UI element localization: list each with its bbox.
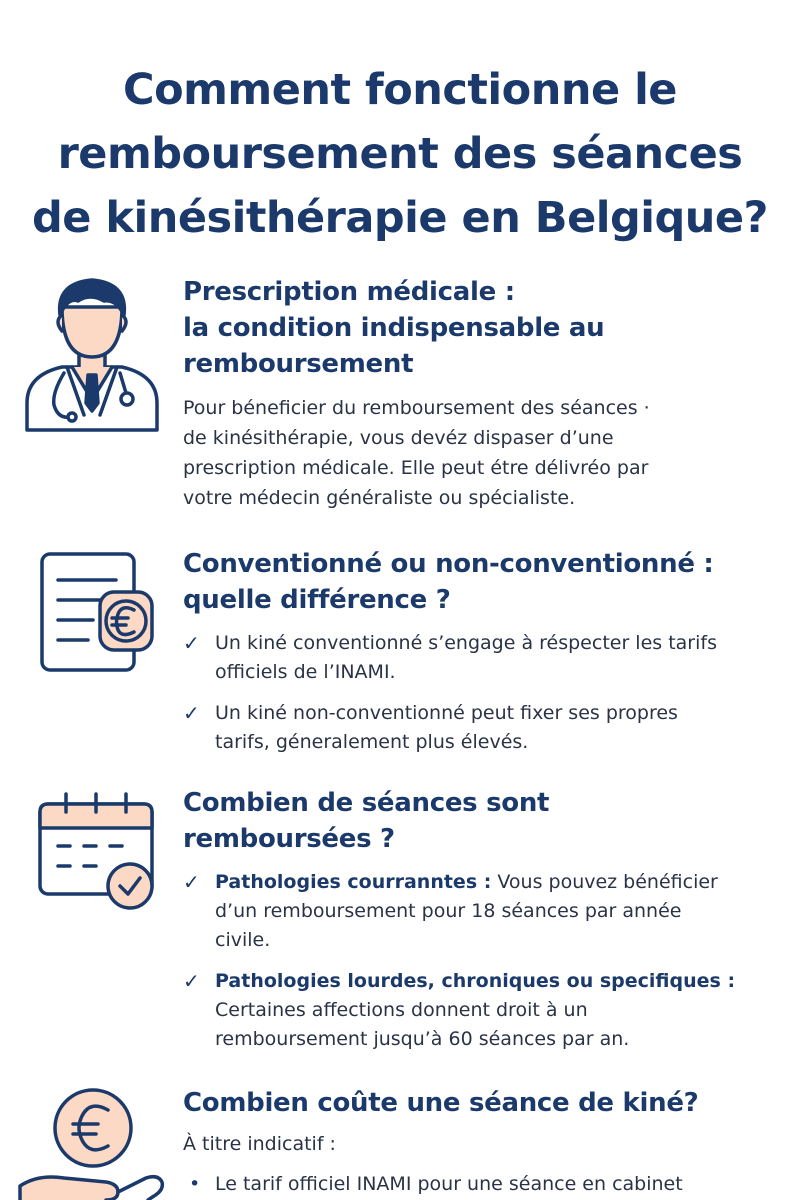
- checkmark-icon: ✓: [183, 870, 200, 894]
- list-item: ✓ Un kiné non-conventionné peut fixer ses propres tarifs, géneralement plus élevés.: [183, 701, 678, 753]
- title-line-1: Comment fonctionne le: [123, 65, 677, 115]
- section-title-prescription: Prescription médicale : la condition indispensable au remboursement: [183, 277, 605, 379]
- checkmark-icon: ✓: [183, 969, 200, 993]
- seances-list: [183, 868, 783, 1066]
- title-line-3: de kinésithérapie en Belgique?: [31, 193, 768, 243]
- checkmark-icon: ✓: [183, 631, 200, 655]
- checkmark-icon: ✓: [183, 701, 200, 725]
- page-title: [0, 58, 800, 250]
- section-title-cout: Combien coûte une séance de kiné?: [183, 1088, 699, 1118]
- conventionne-list: [183, 629, 783, 769]
- list-item: ✓ Pathologies lourdes, chroniques ou specifiques : Certaines affections donnent droit à un remboursement jusqu’à 60 séances par an.: [183, 969, 736, 1050]
- title-line-2: remboursement des séances: [57, 129, 743, 179]
- document-euro-icon: [38, 550, 158, 675]
- calendar-check-icon: [36, 790, 160, 914]
- euro-coin-hand-icon: [18, 1082, 168, 1200]
- cout-intro: À titre indicatif :: [183, 1133, 336, 1155]
- section-title-conventionne: Conventionné ou non-conventionné : quelle différence ?: [183, 549, 714, 615]
- list-item: ✓ Pathologies courranntes : Vous pouvez bénéficier d’un remboursement pour 18 séances par année civile.: [183, 870, 718, 951]
- doctor-icon: [22, 275, 162, 435]
- list-item: • Le tarif officiel INAMI pour une séance en cabinet: [183, 1169, 683, 1199]
- section-title-seances: Combien de séances sont remboursées ?: [183, 788, 550, 854]
- prescription-paragraph: Pour béneficier du remboursement des séances · de kinésithérapie, vous devéz dispaser d’une prescription médicale. Elle peut étre délivréo par votre médecin généraliste ou spécialiste.: [183, 397, 650, 509]
- cout-list: [183, 1169, 683, 1199]
- list-item: ✓ Un kiné conventionné s’engage à réspecter les tarifs officiels de l’INAMI.: [183, 631, 717, 683]
- bullet-dot: •: [189, 1173, 201, 1195]
